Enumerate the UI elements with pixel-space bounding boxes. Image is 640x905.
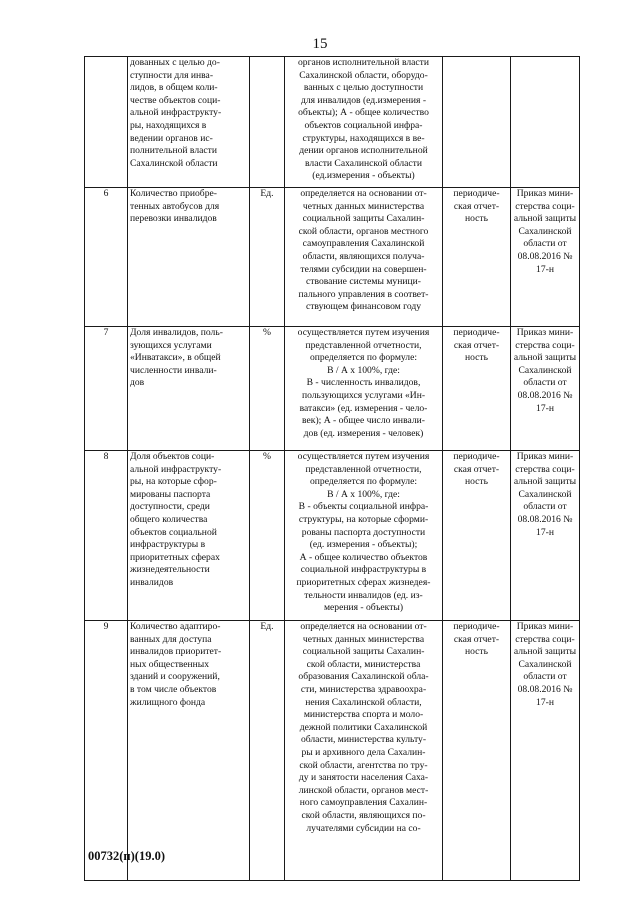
cell-calculation-method-line: ской области, министерства [306,658,421,670]
cell-indicator-name-line: инвалидов [130,576,174,588]
cell-source-line: области от [523,501,567,513]
cell-periodicity-line: ская отчет- [453,200,500,212]
cell-calculation-method-line: власти Сахалинской области [305,157,422,169]
cell-calculation-method-line: Сахалинской области, оборудо- [299,69,428,81]
document-code: 00732(п)(19.0) [88,849,165,863]
cell-unit [250,57,285,188]
cell-indicator-name-line: лидов, в общем коли- [130,82,218,94]
cell-calculation-method-line: ного самоуправления Сахалин- [299,797,428,809]
cell-calculation-method-line: ствование системы муници- [306,276,421,288]
cell-calculation-method-line: области, министерства культу- [300,734,427,746]
indicators-table [84,56,580,881]
table-row [85,327,580,451]
cell-calculation-method-line: (ед. измерения - объекты); [309,539,418,551]
cell-calculation-method-line: министерства спорта и моло- [303,709,424,721]
cell-indicator-name-line: «Инватакси», в общей [130,352,221,364]
cell-number-text: 8 [103,451,109,462]
cell-indicator-name [128,57,250,188]
cell-source-line: Сахалинской [518,225,572,237]
cell-number [85,451,128,621]
cell-calculation-method-line: В / А х 100%, где: [327,488,400,500]
cell-calculation-method-line: четных данных министерства [302,633,425,645]
cell-indicator-name-line: зующихся услугами [130,339,212,351]
cell-indicator-name-line: дованных с целью до- [130,57,220,68]
cell-number-text: 9 [103,621,109,632]
cell-source-line: Приказ мини- [516,621,574,632]
cell-calculation-method [285,57,443,188]
cell-source-line: 17-н [536,402,554,414]
cell-source-line: 17-н [536,263,554,275]
cell-calculation-method-line: структуры, находящихся в ве- [302,132,425,144]
cell-indicator-name-line: ступности для инва- [130,69,214,81]
cell-periodicity-line: ность [465,213,488,225]
cell-periodicity-line: периодиче- [453,451,500,462]
cell-periodicity [443,188,511,327]
cell-source [511,188,580,327]
cell-source-line: альной защиты [513,213,577,225]
cell-indicator-name-line: мированы паспорта [130,488,211,500]
cell-calculation-method-line: объекты); А - общее количество [298,107,429,119]
cell-calculation-method-line: ской области, органов местного [298,225,429,237]
cell-indicator-name-line: ных общественных [130,658,210,670]
cell-number [85,57,128,188]
cell-indicator-name-line: альной инфраструкту- [130,463,222,475]
cell-indicator-name-line: Доля объектов соци- [130,451,215,462]
cell-calculation-method-line: структуры, на которые сформи- [298,513,429,525]
cell-calculation-method-line: органов исполнительной власти [297,57,429,68]
cell-indicator-name [128,188,250,327]
cell-source-line: стерства соци- [515,200,575,212]
cell-calculation-method-line: нения Сахалинской области, [305,696,422,708]
table-row [85,451,580,621]
cell-indicator-name-line: полнительной власти [130,145,217,157]
cell-indicator-name-line: ры, на которые сфор- [130,476,217,488]
cell-source-line: стерства соци- [515,339,575,351]
cell-indicator-name-line: инфраструктуры в [130,539,206,551]
cell-calculation-method [285,451,443,621]
cell-indicator-name-line: Сахалинской области [130,157,218,169]
cell-indicator-name [128,451,250,621]
cell-indicator-name-line: доступности, среди [130,501,210,513]
cell-calculation-method-line: (ед.измерения - объекты) [312,170,415,182]
cell-calculation-method-line: приоритетных сферах жизнедея- [296,576,431,588]
cell-source-line: стерства соци- [515,463,575,475]
cell-source [511,621,580,881]
cell-periodicity [443,57,511,188]
cell-periodicity-line: ность [465,646,488,658]
cell-source [511,327,580,451]
cell-indicator-name-line: Количество приобре- [130,188,217,199]
cell-calculation-method-line: представленной отчетности, [305,463,422,475]
cell-number-text: 7 [103,327,109,338]
cell-calculation-method-line: определяется на основании от- [300,188,427,199]
cell-source-line: альной защиты [513,646,577,658]
cell-unit [250,621,285,881]
cell-indicator-name-line: перевозки инвалидов [130,213,217,225]
cell-indicator-name-line: альной инфраструкту- [130,107,222,119]
cell-unit [250,327,285,451]
cell-calculation-method-line: определяется на основании от- [300,621,427,632]
cell-source [511,57,580,188]
cell-source-line: области от [523,238,567,250]
cell-periodicity-line: периодиче- [453,188,500,199]
cell-indicator-name-line: жизнедеятельности [130,564,210,576]
cell-calculation-method [285,327,443,451]
cell-periodicity-line: периодиче- [453,327,500,338]
cell-calculation-method-line: лучателями субсидии на со- [306,822,421,834]
cell-indicator-name-line: ванных для доступа [130,633,212,645]
cell-unit-text: Ед. [260,621,274,632]
cell-number [85,188,128,327]
cell-periodicity [443,451,511,621]
cell-calculation-method-line: образования Сахалинской обла- [298,671,429,683]
cell-indicator-name-line: приоритетных сферах [130,551,220,563]
cell-calculation-method-line: пального управления в соответ- [298,288,429,300]
cell-indicator-name [128,621,250,881]
cell-calculation-method-line: определяется по формуле: [310,476,417,488]
cell-indicator-name-line: Количество адаптиро- [130,621,221,632]
cell-unit-text: % [263,327,271,338]
cell-indicator-name-line: зданий и сооружений, [130,671,220,683]
cell-source-line: 08.08.2016 № [517,683,573,695]
cell-calculation-method-line: четных данных министерства [302,200,425,212]
cell-indicator-name [128,327,250,451]
cell-periodicity-line: ность [465,352,488,364]
cell-calculation-method-line: А - общее количество объектов [299,551,428,563]
cell-calculation-method-line: области, являющихся получа- [302,250,425,262]
cell-indicator-name-line: ведении органов ис- [130,132,213,144]
cell-calculation-method-line: осуществляется путем изучения [297,451,430,462]
cell-periodicity-line: ская отчет- [453,463,500,475]
cell-indicator-name-line: инвалидов приоритет- [130,646,222,658]
cell-periodicity-line: ская отчет- [453,339,500,351]
cell-calculation-method-line: ванных с целью доступности [303,82,424,94]
cell-source-line: области от [523,671,567,683]
cell-calculation-method-line: тельности инвалидов (ед. из- [304,589,423,601]
cell-periodicity [443,327,511,451]
cell-calculation-method-line: В / А х 100%, где: [327,364,400,376]
cell-periodicity-line: ность [465,476,488,488]
cell-number [85,621,128,881]
cell-indicator-name-line: жилищного фонда [130,696,206,708]
cell-indicator-name-line: общего количества [130,513,208,525]
cell-calculation-method-line: ской области, агентства по тру- [299,759,428,771]
cell-calculation-method-line: ствующем финансовом году [305,301,422,313]
cell-calculation-method-line: В - численность инвалидов, [306,377,421,389]
cell-indicator-name-line: тенных автобусов для [130,200,220,212]
cell-calculation-method-line: осуществляется путем изучения [297,327,430,338]
cell-calculation-method [285,621,443,881]
cell-periodicity-line: периодиче- [453,621,500,632]
table-body [85,57,580,881]
cell-calculation-method-line: социальной защиты Сахалин- [302,213,425,225]
cell-source-line: Сахалинской [518,364,572,376]
cell-calculation-method-line: линской области, органов мест- [298,784,429,796]
cell-calculation-method-line: пользующихся услугами «Ин- [301,389,426,401]
cell-source-line: Приказ мини- [516,451,574,462]
page-number: 15 [312,36,328,52]
table-row [85,621,580,881]
cell-source-line: альной защиты [513,352,577,364]
cell-indicator-name-line: в том числе объектов [130,683,217,695]
cell-calculation-method-line: самоуправления Сахалинской [302,238,425,250]
cell-source-line: области от [523,377,567,389]
cell-periodicity-line: ская отчет- [453,633,500,645]
cell-calculation-method-line: дежной политики Сахалинской [299,721,428,733]
cell-number [85,327,128,451]
cell-source-line: альной защиты [513,476,577,488]
cell-source-line: Сахалинской [518,658,572,670]
cell-source-line: Сахалинской [518,488,572,500]
cell-calculation-method-line: мерения - объекты) [323,602,404,614]
cell-calculation-method-line: определяется по формуле: [310,352,417,364]
cell-calculation-method-line: В - объекты социальной инфра- [298,501,429,513]
table-row [85,188,580,327]
cell-calculation-method-line: ватакси» (ед. измерения - чело- [299,402,428,414]
cell-indicator-name-line: дов [130,377,145,389]
cell-indicator-name-line: честве объектов соци- [130,94,221,106]
cell-calculation-method-line: ской области, являющихся по- [301,809,426,821]
cell-source-line: 08.08.2016 № [517,250,573,262]
cell-periodicity [443,621,511,881]
cell-indicator-name-line: ры, находящихся в [130,119,207,131]
cell-source-line: 08.08.2016 № [517,513,573,525]
cell-unit [250,451,285,621]
cell-unit-text: % [263,451,271,462]
cell-source-line: Приказ мини- [516,327,574,338]
table-row [85,57,580,188]
cell-calculation-method-line: дении органов исполнительной [299,145,428,157]
cell-number-text: 6 [103,188,109,199]
cell-indicator-name-line: численности инвали- [130,364,217,376]
cell-calculation-method-line: телями субсидии на совершен- [300,263,427,275]
cell-calculation-method-line: социальной инфраструктуры в [300,564,427,576]
cell-calculation-method-line: объектов социальной инфра- [304,119,423,131]
cell-calculation-method-line: социальной защиты Сахалин- [302,646,425,658]
cell-source-line: 17-н [536,526,554,538]
cell-calculation-method-line: рованы паспорта доступности [301,526,426,538]
cell-calculation-method-line: для инвалидов (ед.измерения - [300,94,427,106]
cell-calculation-method-line: век); А - общее число инвали- [302,415,425,427]
cell-source-line: Приказ мини- [516,188,574,199]
cell-calculation-method-line: дов (ед. измерения - человек) [303,427,424,439]
cell-source-line: 17-н [536,696,554,708]
cell-calculation-method-line: ду и занятости населения Саха- [298,772,429,784]
cell-source [511,451,580,621]
cell-source-line: 08.08.2016 № [517,389,573,401]
cell-source-line: стерства соци- [515,633,575,645]
cell-indicator-name-line: объектов социальной [130,526,217,538]
cell-calculation-method [285,188,443,327]
cell-indicator-name-line: Доля инвалидов, поль- [130,327,223,338]
cell-unit-text: Ед. [260,188,274,199]
cell-calculation-method-line: представленной отчетности, [305,339,422,351]
cell-unit [250,188,285,327]
cell-calculation-method-line: сти, министерства здравоохра- [300,683,427,695]
cell-calculation-method-line: ры и архивного дела Сахалин- [301,746,426,758]
